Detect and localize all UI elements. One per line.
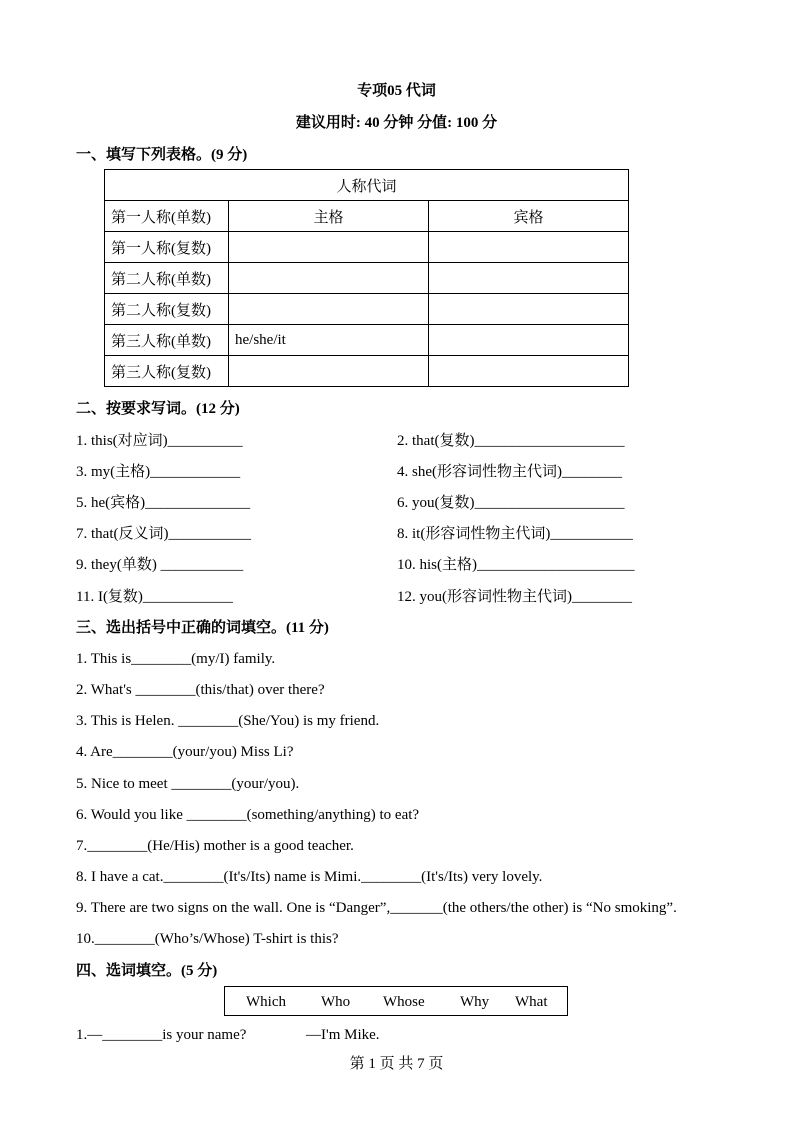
answer-cell-object[interactable] — [429, 356, 629, 387]
list-item: 2. What's ________(this/that) over there? — [76, 682, 325, 698]
table-row — [105, 201, 629, 232]
section-1-heading: 一、填写下列表格。(9 分) — [76, 147, 248, 163]
table-row — [105, 356, 629, 387]
list-item: 5. he(宾格)______________ — [76, 495, 251, 511]
word-bank — [224, 986, 568, 1016]
row-label: 第一人称(单数) — [105, 201, 229, 232]
row-label: 第二人称(单数) — [105, 263, 229, 294]
table-row — [105, 294, 629, 325]
list-item: 10. his(主格)_____________________ — [397, 557, 635, 573]
table-row — [105, 325, 629, 356]
answer-cell-subject[interactable] — [229, 263, 429, 294]
pronoun-table — [104, 169, 629, 387]
list-item: 9. they(单数) ___________ — [76, 557, 244, 573]
word-option: Who — [321, 994, 351, 1010]
list-item: 4. she(形容词性物主代词)________ — [397, 464, 622, 480]
answer-cell-subject[interactable] — [229, 294, 429, 325]
list-item: 9. There are two signs on the wall. One is “Danger”,_______(the others/the other) is “No smoking”. — [76, 900, 677, 916]
list-item: 1.—________is your name? — [76, 1027, 247, 1043]
list-item: 1. This is________(my/I) family. — [76, 651, 276, 667]
answer-cell-object[interactable] — [429, 294, 629, 325]
list-item: 3. my(主格)____________ — [76, 464, 241, 480]
list-item: 2. that(复数)____________________ — [397, 433, 625, 449]
page-number: 第 1 页 共 7 页 — [349, 1056, 444, 1072]
answer-cell-object[interactable] — [429, 325, 629, 356]
row-label: 第三人称(复数) — [105, 356, 229, 387]
answer-cell-subject[interactable] — [229, 356, 429, 387]
list-item: 8. I have a cat.________(It's/Its) name is Mimi.________(It's/Its) very lovely. — [76, 869, 543, 885]
list-item: 7.________(He/His) mother is a good teacher. — [76, 838, 354, 854]
list-item: 8. it(形容词性物主代词)___________ — [397, 526, 633, 542]
list-item-answer: —I'm Mike. — [306, 1027, 380, 1043]
answer-cell-object[interactable] — [429, 263, 629, 294]
list-item: 11. I(复数)____________ — [76, 589, 233, 605]
list-item: 10.________(Who’s/Whose) T-shirt is this? — [76, 931, 339, 947]
row-label: 第二人称(复数) — [105, 294, 229, 325]
section-2-heading: 二、按要求写词。(12 分) — [76, 401, 240, 417]
table-row — [105, 263, 629, 294]
word-option: Why — [460, 994, 490, 1010]
list-item: 1. this(对应词)__________ — [76, 433, 243, 449]
word-option: Whose — [383, 994, 425, 1010]
list-item: 7. that(反义词)___________ — [76, 526, 251, 542]
list-item: 4. Are________(your/you) Miss Li? — [76, 744, 294, 760]
list-item: 6. you(复数)____________________ — [397, 495, 625, 511]
list-item: 6. Would you like ________(something/anything) to eat? — [76, 807, 420, 823]
time-and-score: 建议用时: 40 分钟 分值: 100 分 — [295, 115, 498, 131]
row-label: 第三人称(单数) — [105, 325, 229, 356]
given-cell-subject: he/she/it — [229, 325, 429, 356]
word-option: What — [515, 994, 548, 1010]
list-item: 3. This is Helen. ________(She/You) is my friend. — [76, 713, 380, 729]
answer-cell-subject[interactable] — [229, 232, 429, 263]
section-4-heading: 四、选词填空。(5 分) — [76, 963, 218, 979]
table-row — [105, 232, 629, 263]
word-option: Which — [246, 994, 286, 1010]
column-header-object: 宾格 — [429, 201, 629, 232]
list-item: 5. Nice to meet ________(your/you). — [76, 776, 300, 792]
column-header-subject: 主格 — [229, 201, 429, 232]
table-caption: 人称代词 — [105, 170, 629, 201]
section-3-heading: 三、选出括号中正确的词填空。(11 分) — [76, 620, 329, 636]
answer-cell-object[interactable] — [429, 232, 629, 263]
page-title: 专项05 代词 — [357, 83, 436, 99]
row-label: 第一人称(复数) — [105, 232, 229, 263]
table-row — [105, 170, 629, 201]
list-item: 12. you(形容词性物主代词)________ — [397, 589, 632, 605]
